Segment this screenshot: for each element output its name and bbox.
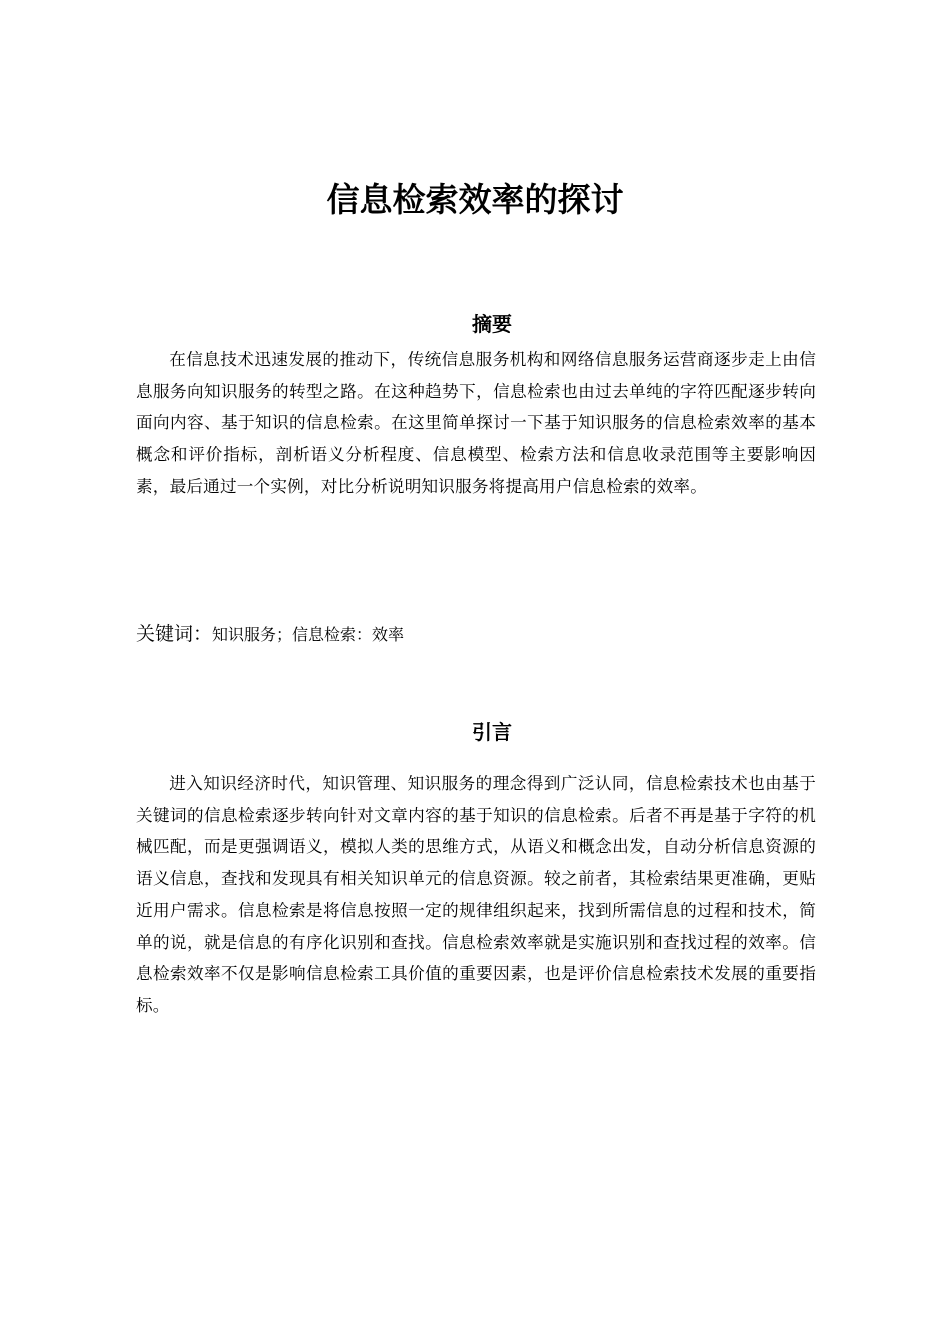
document-title: 信息检索效率的探讨: [326, 180, 624, 219]
keywords-line: [136, 620, 816, 649]
keywords-text: 知识服务；信息检索：效率: [212, 625, 405, 644]
abstract-paragraph: 在信息技术迅速发展的推动下，传统信息服务机构和网络信息服务运营商逐步走上由信息服务向知识服务的转型之路。在这种趋势下，信息检索也由过去单纯的字符匹配逐步转向面向内容、基于知识的信息检索。在这里简单探讨一下基于知识服务的信息检索效率的基本概念和评价指标，剖析语义分析程度、信息模型、检索方法和信息收录范围等主要影响因素，最后通过一个实例，对比分析说明知识服务将提高用户信息检索的效率。: [136, 350, 816, 496]
introduction-heading: 引言: [472, 720, 512, 744]
abstract-heading: 摘要: [472, 312, 512, 336]
keywords-label: 关键词：: [136, 623, 213, 645]
introduction-paragraph: 进入知识经济时代，知识管理、知识服务的理念得到广泛认同，信息检索技术也由基于关键词的信息检索逐步转向针对文章内容的基于知识的信息检索。后者不再是基于字符的机械匹配，而是更强调语义，模拟人类的思维方式，从语义和概念出发，自动分析信息资源的语义信息，查找和发现具有相关知识单元的信息资源。较之前者，其检索结果更准确，更贴近用户需求。信息检索是将信息按照一定的规律组织起来，找到所需信息的过程和技术，简单的说，就是信息的有序化识别和查找。信息检索效率就是实施识别和查找过程的效率。信息检索效率不仅是影响信息检索工具价值的重要因素，也是评价信息检索技术发展的重要指标。: [136, 774, 816, 1015]
